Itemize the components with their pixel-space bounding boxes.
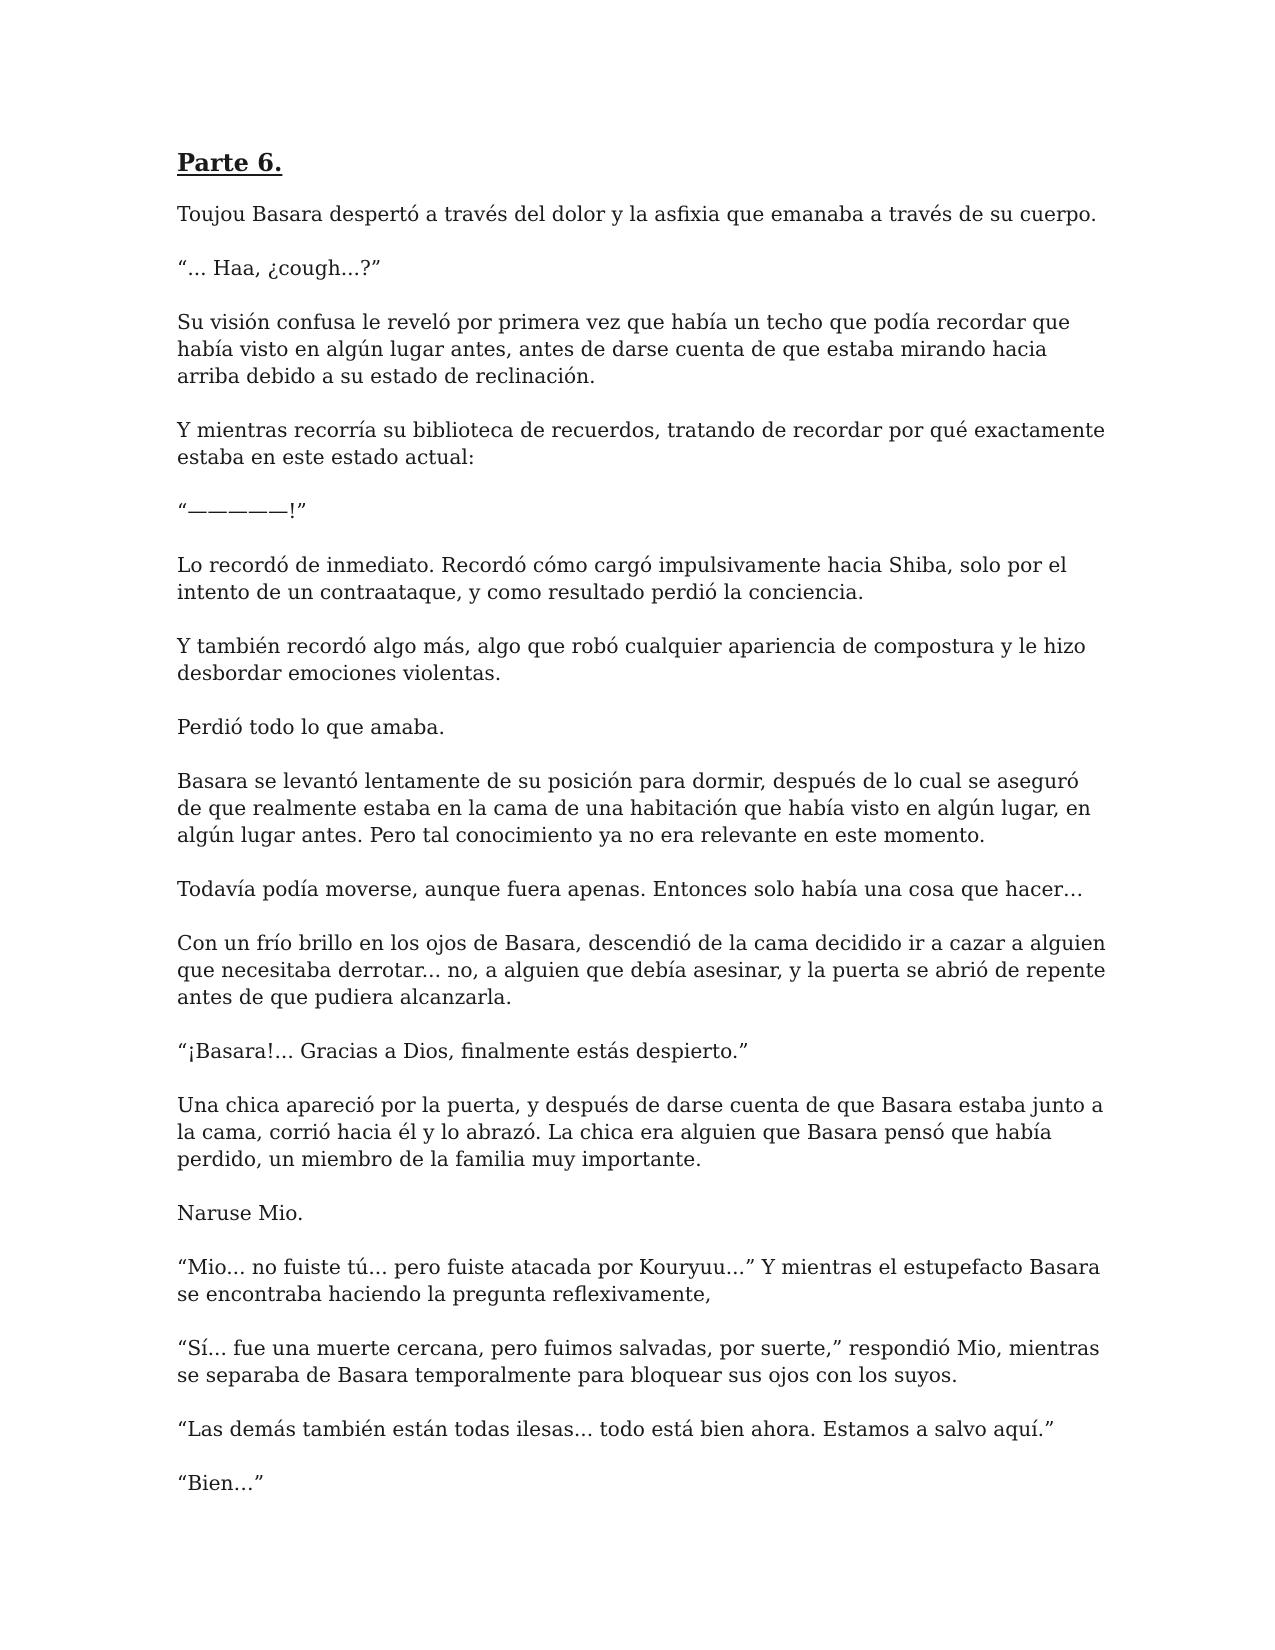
paragraph: “Mio... no fuiste tú... pero fuiste atacada por Kouryuu...” Y mientras el estupefacto Basara se encontraba haciendo la pregunta reflexivamente, (177, 1255, 1101, 1306)
paragraph: “¡Basara!... Gracias a Dios, finalmente estás despierto.” (177, 1039, 749, 1063)
paragraph: Toujou Basara despertó a través del dolor y la asfixia que emanaba a través de su cuerpo. (177, 202, 1097, 226)
paragraph: Naruse Mio. (177, 1201, 304, 1225)
chapter-heading: Parte 6. (177, 148, 283, 177)
paragraph: Todavía podía moverse, aunque fuera apenas. Entonces solo había una cosa que hacer… (177, 877, 1084, 901)
paragraph: Con un frío brillo en los ojos de Basara, descendió de la cama decidido ir a cazar a alguien que necesitaba derrotar... no, a alguien que debía asesinar, y la puerta se abrió de repente antes de que pudiera alcanzarla. (177, 931, 1106, 1009)
document-page (177, 148, 1107, 1524)
paragraph: “Bien…” (177, 1471, 265, 1495)
paragraph: “Las demás también están todas ilesas... todo está bien ahora. Estamos a salvo aquí.” (177, 1417, 1055, 1441)
paragraph: Y mientras recorría su biblioteca de recuerdos, tratando de recordar por qué exactamente estaba en este estado actual: (177, 418, 1106, 469)
paragraph: “—————!” (177, 499, 307, 523)
paragraph: Perdió todo lo que amaba. (177, 715, 445, 739)
paragraph: Y también recordó algo más, algo que robó cualquier apariencia de compostura y le hizo desbordar emociones violentas. (177, 634, 1086, 685)
paragraph: “... Haa, ¿cough...?” (177, 256, 382, 280)
paragraph: Su visión confusa le reveló por primera vez que había un techo que podía recordar que había visto en algún lugar antes, antes de darse cuenta de que estaba mirando hacia arriba debido a su estado de reclinación. (177, 310, 1071, 388)
paragraph: Lo recordó de inmediato. Recordó cómo cargó impulsivamente hacia Shiba, solo por el intento de un contraataque, y como resultado perdió la conciencia. (177, 553, 1067, 604)
paragraph: Basara se levantó lentamente de su posición para dormir, después de lo cual se aseguró de que realmente estaba en la cama de una habitación que había visto en algún lugar, en algún lugar antes. Pero tal conocimiento ya no era relevante en este momento. (177, 769, 1091, 847)
paragraph: Una chica apareció por la puerta, y después de darse cuenta de que Basara estaba junto a la cama, corrió hacia él y lo abrazó. La chica era alguien que Basara pensó que había perdido, un miembro de la familia muy importante. (177, 1093, 1104, 1171)
paragraph: “Sí... fue una muerte cercana, pero fuimos salvadas, por suerte,” respondió Mio, mientras se separaba de Basara temporalmente para bloquear sus ojos con los suyos. (177, 1336, 1100, 1387)
